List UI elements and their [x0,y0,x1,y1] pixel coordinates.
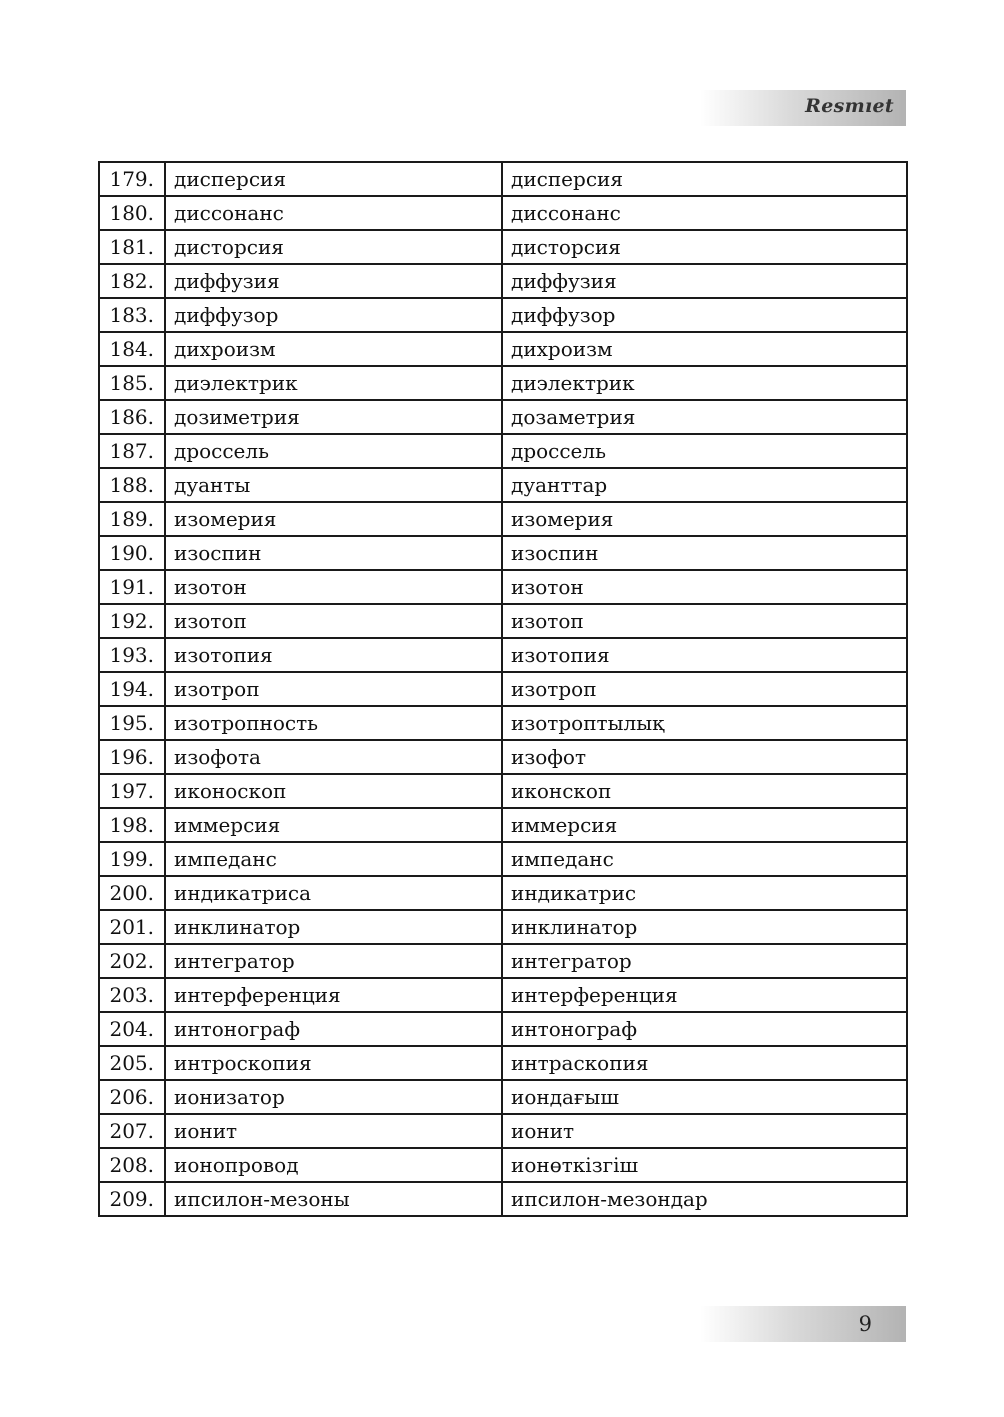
kazakh-term: импеданс [502,842,907,876]
footer-band [700,1306,906,1342]
russian-term: интерференция [165,978,502,1012]
row-number: 188. [99,468,165,502]
terms-table-body [99,162,907,1216]
kazakh-term: иконскоп [502,774,907,808]
row-number: 199. [99,842,165,876]
russian-term: изотон [165,570,502,604]
russian-term: изотроп [165,672,502,706]
table-row [99,740,907,774]
kazakh-term: изотроп [502,672,907,706]
table-row [99,944,907,978]
russian-term: ионопровод [165,1148,502,1182]
row-number: 181. [99,230,165,264]
table-row [99,1080,907,1114]
row-number: 189. [99,502,165,536]
kazakh-term: инклинатор [502,910,907,944]
table-row [99,876,907,910]
row-number: 202. [99,944,165,978]
kazakh-term: интерференция [502,978,907,1012]
table-row [99,536,907,570]
row-number: 180. [99,196,165,230]
kazakh-term: дозаметрия [502,400,907,434]
russian-term: ионизатор [165,1080,502,1114]
table-row [99,162,907,196]
russian-term: изотоп [165,604,502,638]
kazakh-term: диффузор [502,298,907,332]
row-number: 197. [99,774,165,808]
kazakh-term: дисперсия [502,162,907,196]
russian-term: иммерсия [165,808,502,842]
kazakh-term: иондағыш [502,1080,907,1114]
russian-term: иконоскоп [165,774,502,808]
kazakh-term: дроссель [502,434,907,468]
table-row [99,910,907,944]
row-number: 198. [99,808,165,842]
kazakh-term: диссонанс [502,196,907,230]
russian-term: индикатриса [165,876,502,910]
kazakh-term: изомерия [502,502,907,536]
kazakh-term: интраскопия [502,1046,907,1080]
russian-term: дисперсия [165,162,502,196]
russian-term: изоспин [165,536,502,570]
russian-term: диссонанс [165,196,502,230]
row-number: 196. [99,740,165,774]
row-number: 183. [99,298,165,332]
row-number: 200. [99,876,165,910]
kazakh-term: ионөткізгіш [502,1148,907,1182]
russian-term: диэлектрик [165,366,502,400]
russian-term: изотропность [165,706,502,740]
row-number: 207. [99,1114,165,1148]
row-number: 187. [99,434,165,468]
kazakh-term: диффузия [502,264,907,298]
row-number: 186. [99,400,165,434]
table-row [99,230,907,264]
kazakh-term: дуанттар [502,468,907,502]
table-row [99,1148,907,1182]
kazakh-term: ионит [502,1114,907,1148]
row-number: 193. [99,638,165,672]
table-row [99,842,907,876]
row-number: 194. [99,672,165,706]
row-number: 205. [99,1046,165,1080]
table-row [99,400,907,434]
kazakh-term: дисторсия [502,230,907,264]
table-row [99,1182,907,1216]
table-row [99,808,907,842]
kazakh-term: интонограф [502,1012,907,1046]
russian-term: диффузия [165,264,502,298]
russian-term: ипсилон-мезоны [165,1182,502,1216]
header-band [700,90,906,126]
russian-term: дозиметрия [165,400,502,434]
russian-term: инклинатор [165,910,502,944]
russian-term: дуанты [165,468,502,502]
russian-term: интроскопия [165,1046,502,1080]
row-number: 182. [99,264,165,298]
table-row [99,1012,907,1046]
row-number: 195. [99,706,165,740]
table-row [99,264,907,298]
table-row [99,332,907,366]
row-number: 209. [99,1182,165,1216]
table-row [99,570,907,604]
russian-term: дисторсия [165,230,502,264]
kazakh-term: диэлектрик [502,366,907,400]
table-row [99,468,907,502]
russian-term: интегратор [165,944,502,978]
page-number: 9 [858,1312,872,1336]
row-number: 208. [99,1148,165,1182]
table-row [99,774,907,808]
table-row [99,502,907,536]
table-row [99,196,907,230]
kazakh-term: изотон [502,570,907,604]
russian-term: дроссель [165,434,502,468]
kazakh-term: изотопия [502,638,907,672]
kazakh-term: дихроизм [502,332,907,366]
table-row [99,1046,907,1080]
row-number: 190. [99,536,165,570]
table-row [99,672,907,706]
russian-term: диффузор [165,298,502,332]
table-row [99,434,907,468]
kazakh-term: ипсилон-мезондар [502,1182,907,1216]
russian-term: дихроизм [165,332,502,366]
row-number: 191. [99,570,165,604]
russian-term: импеданс [165,842,502,876]
kazakh-term: изоспин [502,536,907,570]
russian-term: изофота [165,740,502,774]
russian-term: ионит [165,1114,502,1148]
terms-table [98,161,908,1217]
row-number: 185. [99,366,165,400]
russian-term: изотопия [165,638,502,672]
table-row [99,706,907,740]
row-number: 184. [99,332,165,366]
kazakh-term: изотоп [502,604,907,638]
row-number: 206. [99,1080,165,1114]
row-number: 192. [99,604,165,638]
russian-term: интонограф [165,1012,502,1046]
row-number: 203. [99,978,165,1012]
kazakh-term: индикатрис [502,876,907,910]
table-row [99,1114,907,1148]
kazakh-term: изотроптылық [502,706,907,740]
table-row [99,604,907,638]
table-row [99,298,907,332]
row-number: 179. [99,162,165,196]
row-number: 204. [99,1012,165,1046]
table-row [99,978,907,1012]
kazakh-term: интегратор [502,944,907,978]
header-title: Resmıet [805,95,894,117]
row-number: 201. [99,910,165,944]
russian-term: изомерия [165,502,502,536]
table-row [99,366,907,400]
kazakh-term: изофот [502,740,907,774]
table-row [99,638,907,672]
kazakh-term: иммерсия [502,808,907,842]
